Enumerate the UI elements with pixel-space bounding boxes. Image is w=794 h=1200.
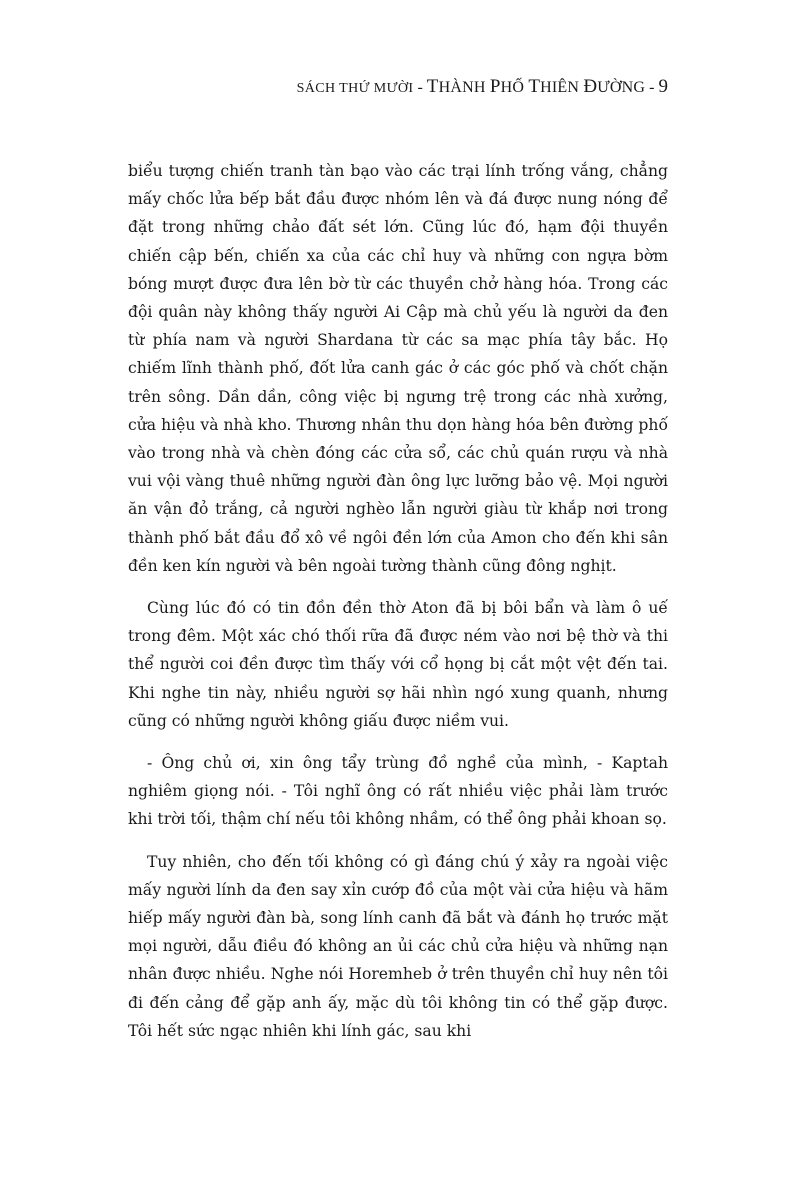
title-word: THÀNH <box>426 76 490 97</box>
book-label: SÁCH THỨ MƯỜI <box>296 81 414 96</box>
paragraph: - Ông chủ ơi, xin ông tẩy trùng đồ nghề của mình, - Kaptah nghiêm giọng nói. - Tôi nghĩ ông có rất nhiều việc phải làm trước khi trời tối, thậm chí nếu tôi không nhầm, có thể ông phải khoan sọ. <box>128 754 668 829</box>
header-separator: - <box>645 79 659 96</box>
paragraph: Cùng lúc đó có tin đồn đền thờ Aton đã bị bôi bẩn và làm ô uế trong đêm. Một xác chó thối rữa đã được ném vào nơi bệ thờ và thi thể người coi đền được tìm thấy với cổ họng bị cắt một vệt đến tai. Khi nghe tin này, nhiều người sợ hãi nhìn ngó xung quanh, nhưng cũng có những người không giấu được niềm vui. <box>128 599 668 730</box>
running-header <box>297 76 668 98</box>
title-word: ĐƯỜNG <box>583 76 646 97</box>
title-word: PHỐ <box>489 76 529 97</box>
body-text <box>128 157 668 1059</box>
title-word: THIÊN <box>528 76 584 97</box>
page-number: 9 <box>658 76 668 97</box>
paragraph: biểu tượng chiến tranh tàn bạo vào các trại lính trống vắng, chẳng mấy chốc lửa bếp bắt đầu được nhóm lên và đá được nung nóng để đặt trong những chảo đất sét lớn. Cũng lúc đó, hạm đội thuyền chiến cập bến, chiến xa của các chỉ huy và những con ngựa bờm bóng mượt được đưa lên bờ từ các thuyền chở hàng hóa. Trong các đội quân này không thấy người Ai Cập mà chủ yếu là người da đen từ phía nam và người Shardana từ các sa mạc phía tây bắc. Họ chiếm lĩnh thành phố, đốt lửa canh gác ở các góc phố và chốt chặn trên sông. Dần dần, công việc bị ngưng trệ trong các nhà xưởng, cửa hiệu và nhà kho. Thương nhân thu dọn hàng hóa bên đường phố vào trong nhà và chèn đóng các cửa sổ, các chủ quán rượu và nhà vui vội vàng thuê những người đàn ông lực lưỡng bảo vệ. Mọi người ăn vận đỏ trắng, cả người nghèo lẫn người giàu từ khắp nơi trong thành phố bắt đầu đổ xô về ngôi đền lớn của Amon cho đến khi sân đền ken kín người và bên ngoài tường thành cũng đông nghịt. <box>128 162 668 575</box>
header-separator: - <box>413 79 427 96</box>
chapter-title <box>427 76 645 97</box>
paragraph: Tuy nhiên, cho đến tối không có gì đáng chú ý xảy ra ngoài việc mấy người lính da đen say xỉn cướp đồ của một vài cửa hiệu và hãm hiếp mấy người đàn bà, song lính canh đã bắt và đánh họ trước mặt mọi người, dẫu điều đó không an ủi các chủ cửa hiệu và những nạn nhân được nhiều. Nghe nói Horemheb ở trên thuyền chỉ huy nên tôi đi đến cảng để gặp anh ấy, mặc dù tôi không tin có thể gặp được. Tôi hết sức ngạc nhiên khi lính gác, sau khi <box>128 852 668 1040</box>
